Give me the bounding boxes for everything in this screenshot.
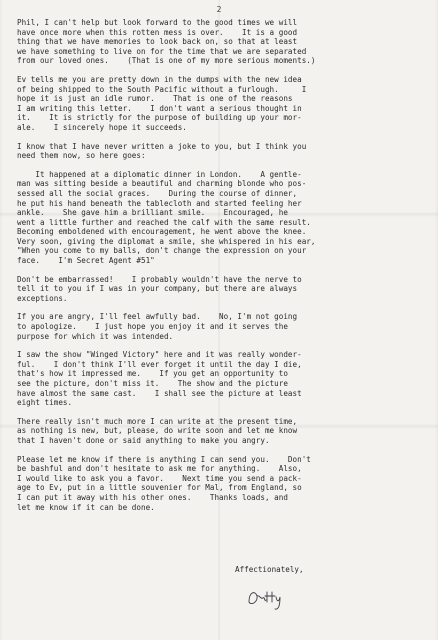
paragraph-9: Please let me know if there is anything I can send you. Don't be bashful and don't hesitate to ask me for anything. Also, I would like to ask you a favor. Next time you send a pack- age to Ev, put in a little souvenier for Mal, from England, so I can put it away with his other ones. Thanks loads, and let me know if it can be done. — [17, 454, 311, 512]
page-number: 2 — [216, 5, 222, 14]
paragraph-1: Phil, I can't help but look forward to the good times we will have once more when this rotten mess is over. It is a good thing that we have memories to look back on, so that at least we have something to live on for the time that we are separated from our loved ones. (That is one of my more serious moments.) — [17, 18, 316, 66]
letter-body — [17, 18, 431, 521]
paragraph-2: Ev tells me you are pretty down in the dumps with the new idea of being shipped to the South Pacific without a furlough. I hope it is just an idle rumor. That is one of the reasons I am writing this letter. I don't want a serious thought in it. It is strictly for the purpose of building up your mor- ale. I sincerely hope it succeeds. — [17, 74, 307, 132]
paragraph-joke: It happened at a diplomatic dinner in London. A gentle- man was sitting beside a beautiful and charming blonde who pos- sessed all the social graces. During the course of dinner, he put his hand beneath the tablecloth and started feeling her ankle. She gave him a brilliant smile. Encouraged, he went a little further and reached the calf with the same result. Becoming emboldened with encouragement, he went above the knee. Very soon, giving the diplomat a smile, she whispered in his ear, "When you come to my balls, don't change the expression on your face. I'm Secret Agent #51" — [17, 169, 316, 266]
handwritten-signature — [245, 582, 285, 612]
paragraph-6: If you are angry, I'll feel awfully bad. No, I'm not going to apologize. I just hope you enjoy it and it serves the purpose for which it was intended. — [17, 312, 298, 341]
paragraph-5: Don't be embarrassed! I probably wouldn't have the nerve to tell it to you if I was in your company, but there are always exceptions. — [17, 274, 302, 303]
closing-line: Affectionately, — [235, 565, 304, 574]
paragraph-3: I know that I have never written a joke to you, but I think you need them now, so here goes: — [17, 141, 307, 161]
paragraph-7: I saw the show "Winged Victory" here and it was really wonder- ful. I don't think I'll ever forget it until the day I die, that's how it impressed me. If you get an opportunity to see the picture, don't miss it. The show and the picture have almost the same cast. I shall see the picture at least eight times. — [17, 350, 302, 408]
paragraph-8: There really isn't much more I can write at the present time, as nothing is new, but, please, do write soon and let me know that I haven't done or said anything to make you angry. — [17, 416, 298, 445]
